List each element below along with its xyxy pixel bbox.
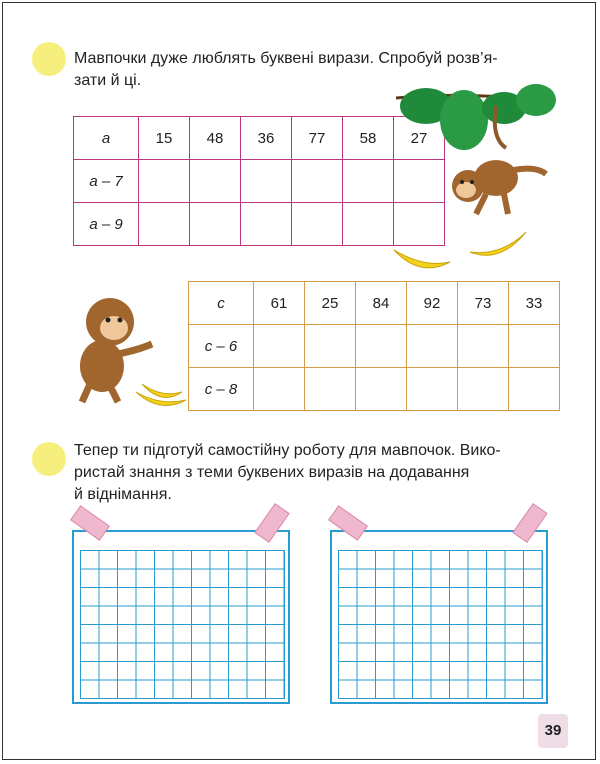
- squared-grid[interactable]: [338, 550, 543, 699]
- answer-cell[interactable]: [190, 203, 241, 246]
- table-value: 73: [458, 282, 509, 325]
- squared-grid[interactable]: [80, 550, 285, 699]
- table-header-var: a: [74, 117, 139, 160]
- banana-illustration: [390, 228, 530, 278]
- answer-cell[interactable]: [292, 203, 343, 246]
- table-value: 15: [139, 117, 190, 160]
- table-value: 92: [407, 282, 458, 325]
- table-value: 27: [394, 117, 445, 160]
- answer-cell[interactable]: [458, 325, 509, 368]
- answer-cell[interactable]: [458, 368, 509, 411]
- table-value: 36: [241, 117, 292, 160]
- table-value: 48: [190, 117, 241, 160]
- table-row-label: a – 7: [74, 160, 139, 203]
- table-value: 25: [305, 282, 356, 325]
- table-value: 77: [292, 117, 343, 160]
- table-value: 33: [509, 282, 560, 325]
- answer-cell[interactable]: [190, 160, 241, 203]
- table-row-label: c – 8: [189, 368, 254, 411]
- hanging-monkey-illustration: [396, 78, 556, 228]
- expression-table-a: [73, 116, 445, 246]
- grid-sheet-right[interactable]: [330, 530, 548, 704]
- answer-cell[interactable]: [139, 203, 190, 246]
- answer-cell[interactable]: [343, 160, 394, 203]
- table-row-label: a – 9: [74, 203, 139, 246]
- sitting-monkey-illustration: [62, 292, 192, 412]
- table-value: 61: [254, 282, 305, 325]
- task1-line: зати й ці.: [74, 72, 142, 89]
- task2-line: ристай знання з теми буквених виразів на додавання: [74, 464, 470, 481]
- answer-cell[interactable]: [305, 368, 356, 411]
- task2-line: й віднімання.: [74, 486, 172, 503]
- task-bullet: [32, 442, 66, 476]
- answer-cell[interactable]: [509, 368, 560, 411]
- answer-cell[interactable]: [292, 160, 343, 203]
- answer-cell[interactable]: [139, 160, 190, 203]
- expression-table-c: [188, 281, 560, 411]
- answer-cell[interactable]: [241, 160, 292, 203]
- page-number: 39: [538, 714, 568, 748]
- task2-line: Тепер ти підготуй самостійну роботу для мавпочок. Вико-: [74, 442, 501, 459]
- task1-line: Мавпочки дуже люблять буквені вирази. Спробуй розв’я-: [74, 50, 498, 67]
- answer-cell[interactable]: [254, 368, 305, 411]
- table-header-var: c: [189, 282, 254, 325]
- table-row-label: c – 6: [189, 325, 254, 368]
- answer-cell[interactable]: [254, 325, 305, 368]
- answer-cell[interactable]: [407, 325, 458, 368]
- answer-cell[interactable]: [343, 203, 394, 246]
- task-bullet: [32, 42, 66, 76]
- table-value: 58: [343, 117, 394, 160]
- answer-cell[interactable]: [407, 368, 458, 411]
- table-value: 84: [356, 282, 407, 325]
- task2-text: [74, 440, 544, 506]
- grid-sheet-left[interactable]: [72, 530, 290, 704]
- answer-cell[interactable]: [509, 325, 560, 368]
- answer-cell[interactable]: [241, 203, 292, 246]
- answer-cell[interactable]: [356, 325, 407, 368]
- answer-cell[interactable]: [356, 368, 407, 411]
- answer-cell[interactable]: [305, 325, 356, 368]
